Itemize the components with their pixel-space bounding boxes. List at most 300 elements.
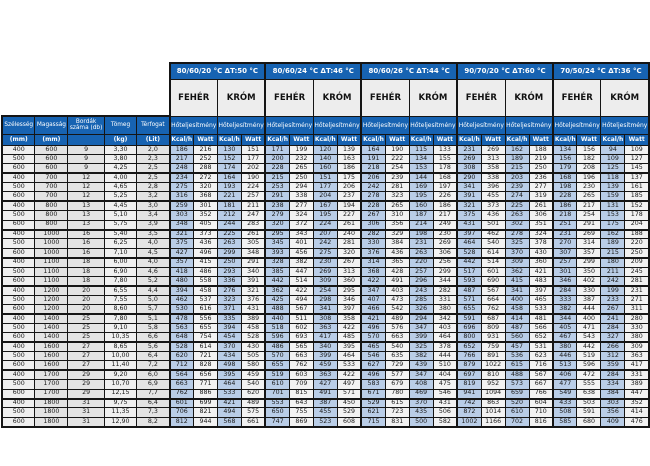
- value-cell: 542: [385, 305, 409, 314]
- dim-cell: 500: [2, 239, 35, 248]
- value-cell: 345: [265, 239, 289, 248]
- value-cell: 281: [385, 183, 409, 192]
- value-cell: 326: [409, 305, 433, 314]
- power-header: Hőteljesítmény: [265, 116, 313, 134]
- value-cell: 652: [457, 342, 481, 351]
- value-cell: 359: [601, 361, 625, 370]
- value-cell: 710: [529, 408, 553, 417]
- value-cell: 699: [193, 399, 217, 408]
- value-cell: 275: [170, 183, 194, 192]
- dim-cell: 10,35: [104, 333, 137, 342]
- value-cell: 696: [457, 323, 481, 332]
- value-cell: 257: [409, 267, 433, 276]
- spec-row: [2, 333, 649, 342]
- value-cell: 442: [265, 276, 289, 285]
- value-cell: 228: [265, 164, 289, 173]
- dim-cell: 25: [68, 314, 104, 323]
- value-cell: 800: [457, 333, 481, 342]
- spec-row: [2, 230, 649, 239]
- finish-header: KRÓM: [505, 79, 553, 116]
- value-cell: 742: [457, 399, 481, 408]
- dim-cell: 3,0: [137, 201, 170, 210]
- value-cell: 215: [265, 173, 289, 182]
- value-cell: 478: [170, 314, 194, 323]
- value-cell: 427: [313, 380, 337, 389]
- value-cell: 341: [457, 183, 481, 192]
- value-cell: 693: [289, 333, 313, 342]
- value-cell: 242: [361, 183, 385, 192]
- value-cell: 250: [289, 173, 313, 182]
- value-cell: 506: [433, 408, 457, 417]
- value-cell: 151: [241, 145, 265, 154]
- value-cell: 464: [337, 352, 361, 361]
- value-cell: 370: [409, 399, 433, 408]
- value-cell: 313: [481, 154, 505, 163]
- value-cell: 295: [337, 286, 361, 295]
- value-cell: 529: [361, 399, 385, 408]
- value-cell: 195: [409, 192, 433, 201]
- value-cell: 604: [529, 399, 553, 408]
- dim-cell: 400: [2, 342, 35, 351]
- value-cell: 301: [193, 201, 217, 210]
- value-cell: 475: [433, 380, 457, 389]
- value-cell: 712: [170, 361, 194, 370]
- value-cell: 163: [337, 154, 361, 163]
- spec-row: [2, 258, 649, 267]
- dim-cell: 600: [2, 417, 35, 426]
- dim-cell: 3,30: [104, 145, 137, 154]
- value-cell: 185: [625, 192, 649, 201]
- value-cell: 610: [265, 380, 289, 389]
- value-cell: 487: [457, 286, 481, 295]
- value-cell: 346: [337, 295, 361, 304]
- value-cell: 250: [529, 164, 553, 173]
- value-cell: 706: [170, 408, 194, 417]
- dim-cell: 6,4: [137, 352, 170, 361]
- value-cell: 755: [289, 408, 313, 417]
- value-unit: Watt: [193, 134, 217, 145]
- value-cell: 496: [361, 370, 385, 379]
- value-cell: 747: [265, 417, 289, 426]
- value-cell: 274: [505, 192, 529, 201]
- value-cell: 188: [529, 145, 553, 154]
- value-cell: 754: [193, 333, 217, 342]
- value-cell: 159: [601, 192, 625, 201]
- value-cell: 380: [433, 305, 457, 314]
- value-cell: 175: [337, 173, 361, 182]
- value-cell: 242: [313, 239, 337, 248]
- value-cell: 517: [457, 267, 481, 276]
- value-cell: 269: [433, 239, 457, 248]
- value-cell: 224: [313, 220, 337, 229]
- value-cell: 218: [553, 211, 577, 220]
- value-cell: 225: [505, 201, 529, 210]
- value-cell: 620: [241, 389, 265, 398]
- dim-cell: 2,0: [137, 145, 170, 154]
- dim-cell: 10,70: [104, 380, 137, 389]
- value-cell: 529: [337, 408, 361, 417]
- value-cell: 175: [601, 220, 625, 229]
- value-cell: 558: [193, 276, 217, 285]
- value-cell: 400: [505, 295, 529, 304]
- dim-cell: 1000: [35, 230, 68, 239]
- value-cell: 652: [529, 333, 553, 342]
- value-cell: 394: [217, 323, 241, 332]
- value-cell: 716: [529, 361, 553, 370]
- value-cell: 218: [361, 164, 385, 173]
- value-cell: 701: [265, 389, 289, 398]
- value-cell: 263: [217, 239, 241, 248]
- dim-cell: 4,5: [137, 248, 170, 257]
- value-cell: 567: [289, 305, 313, 314]
- value-cell: 180: [601, 258, 625, 267]
- value-cell: 500: [409, 417, 433, 426]
- value-cell: 94: [601, 145, 625, 154]
- value-cell: 190: [385, 145, 409, 154]
- dim-cell: 700: [35, 173, 68, 182]
- dim-cell: 1800: [35, 399, 68, 408]
- value-cell: 250: [217, 258, 241, 267]
- value-cell: 187: [409, 211, 433, 220]
- value-cell: 615: [385, 399, 409, 408]
- value-cell: 139: [601, 183, 625, 192]
- value-cell: 440: [265, 314, 289, 323]
- value-cell: 321: [241, 286, 265, 295]
- value-cell: 267: [337, 258, 361, 267]
- value-cell: 488: [505, 370, 529, 379]
- value-cell: 219: [529, 154, 553, 163]
- value-cell: 466: [361, 305, 385, 314]
- value-cell: 314: [361, 258, 385, 267]
- value-cell: 230: [433, 230, 457, 239]
- value-cell: 483: [529, 276, 553, 285]
- value-cell: 360: [337, 276, 361, 285]
- value-cell: 254: [313, 286, 337, 295]
- value-cell: 585: [553, 417, 577, 426]
- value-cell: 277: [529, 183, 553, 192]
- value-cell: 152: [625, 201, 649, 210]
- value-cell: 528: [457, 248, 481, 257]
- value-cell: 414: [505, 314, 529, 323]
- value-cell: 365: [385, 258, 409, 267]
- value-cell: 271: [625, 295, 649, 304]
- value-cell: 239: [505, 183, 529, 192]
- value-cell: 568: [217, 417, 241, 426]
- value-cell: 290: [457, 173, 481, 182]
- dim-cell: 5,75: [104, 220, 137, 229]
- dim-cell: 500: [2, 408, 35, 417]
- spec-row: [2, 239, 649, 248]
- dim-cell: 800: [35, 211, 68, 220]
- value-cell: 465: [529, 295, 553, 304]
- value-cell: 397: [529, 286, 553, 295]
- value-cell: 422: [337, 370, 361, 379]
- value-cell: 352: [193, 211, 217, 220]
- dim-cell: 600: [2, 361, 35, 370]
- value-cell: 465: [361, 342, 385, 351]
- value-cell: 476: [625, 417, 649, 426]
- value-cell: 780: [385, 389, 409, 398]
- dim-cell: 7,7: [137, 389, 170, 398]
- value-cell: 565: [289, 342, 313, 351]
- dim-cell: 20: [68, 305, 104, 314]
- value-cell: 162: [601, 230, 625, 239]
- value-cell: 231: [457, 145, 481, 154]
- dim-cell: 9,75: [104, 399, 137, 408]
- value-cell: 215: [601, 248, 625, 257]
- value-cell: 591: [577, 408, 601, 417]
- value-cell: 343: [289, 230, 313, 239]
- dim-cell: 3,2: [137, 192, 170, 201]
- value-cell: 341: [313, 305, 337, 314]
- value-unit: Kcal/h: [506, 136, 528, 143]
- value-cell: 217: [433, 211, 457, 220]
- value-cell: 370: [505, 248, 529, 257]
- value-cell: 230: [577, 183, 601, 192]
- value-cell: 358: [481, 164, 505, 173]
- value-cell: 250: [625, 248, 649, 257]
- value-cell: 254: [577, 211, 601, 220]
- value-cell: 207: [313, 230, 337, 239]
- dim-unit: (Lit): [137, 134, 170, 145]
- dim-cell: 29: [68, 370, 104, 379]
- dim-cell: 7,3: [137, 408, 170, 417]
- value-cell: 687: [481, 314, 505, 323]
- temp-group-header: 90/70/20 °C ΔT:60 °C: [457, 63, 553, 79]
- finish-header: FEHÉR: [170, 79, 218, 116]
- value-cell: 193: [217, 183, 241, 192]
- value-cell: 352: [625, 399, 649, 408]
- spec-row: [2, 380, 649, 389]
- dim-cell: 400: [2, 258, 35, 267]
- value-cell: 303: [601, 399, 625, 408]
- dim-cell: 13: [68, 220, 104, 229]
- dim-cell: 31: [68, 399, 104, 408]
- power-header: Hőteljesítmény: [553, 116, 601, 134]
- dim-cell: 400: [2, 399, 35, 408]
- value-cell: 494: [217, 408, 241, 417]
- value-cell: 667: [529, 380, 553, 389]
- value-cell: 540: [385, 342, 409, 351]
- value-cell: 513: [553, 361, 577, 370]
- value-cell: 266: [601, 342, 625, 351]
- dim-cell: 20: [68, 286, 104, 295]
- dim-cell: 6,9: [137, 380, 170, 389]
- value-cell: 402: [577, 276, 601, 285]
- value-cell: 227: [337, 211, 361, 220]
- value-cell: 831: [385, 417, 409, 426]
- value-cell: 762: [481, 305, 505, 314]
- spec-row: [2, 164, 649, 173]
- value-cell: 358: [337, 314, 361, 323]
- value-cell: 462: [481, 230, 505, 239]
- spec-row: [2, 192, 649, 201]
- dim-cell: 4,4: [137, 286, 170, 295]
- value-cell: 333: [553, 295, 577, 304]
- power-header: Hőteljesítmény: [313, 116, 361, 134]
- value-cell: 248: [170, 164, 194, 173]
- value-cell: 431: [457, 220, 481, 229]
- value-cell: 638: [577, 389, 601, 398]
- value-cell: 491: [385, 276, 409, 285]
- value-cell: 409: [601, 417, 625, 426]
- value-cell: 459: [241, 370, 265, 379]
- value-cell: 195: [313, 211, 337, 220]
- value-cell: 291: [241, 258, 265, 267]
- value-unit: Watt: [433, 134, 457, 145]
- value-cell: 109: [601, 154, 625, 163]
- value-cell: 387: [577, 295, 601, 304]
- value-cell: 520: [505, 399, 529, 408]
- value-cell: 505: [241, 352, 265, 361]
- dim-cell: 400: [2, 370, 35, 379]
- dim-cell: 4,25: [104, 164, 137, 173]
- value-cell: 382: [553, 305, 577, 314]
- value-cell: 234: [170, 173, 194, 182]
- value-cell: 819: [457, 380, 481, 389]
- value-cell: 564: [170, 370, 194, 379]
- finish-header-row: [2, 79, 649, 116]
- dim-cell: 4,0: [137, 239, 170, 248]
- value-cell: 556: [193, 314, 217, 323]
- value-cell: 206: [337, 183, 361, 192]
- value-cell: 277: [289, 201, 313, 210]
- value-unit: Kcal/h: [554, 136, 576, 143]
- value-cell: 431: [241, 305, 265, 314]
- finish-header: KRÓM: [217, 79, 265, 116]
- value-cell: 389: [241, 314, 265, 323]
- value-cell: 382: [409, 352, 433, 361]
- value-cell: 519: [577, 352, 601, 361]
- value-cell: 357: [170, 258, 194, 267]
- value-cell: 313: [337, 267, 361, 276]
- value-cell: 511: [289, 314, 313, 323]
- value-cell: 450: [337, 399, 361, 408]
- dim-cell: 12: [68, 183, 104, 192]
- dim-cell: 9,20: [104, 370, 137, 379]
- value-cell: 380: [625, 333, 649, 342]
- value-cell: 514: [481, 258, 505, 267]
- value-cell: 567: [529, 370, 553, 379]
- dim-cell: 1400: [35, 333, 68, 342]
- value-cell: 270: [553, 239, 577, 248]
- value-cell: 399: [409, 333, 433, 342]
- value-cell: 715: [361, 417, 385, 426]
- value-cell: 182: [577, 154, 601, 163]
- value-unit: Kcal/h: [314, 136, 336, 143]
- dim-cell: 5,25: [104, 192, 137, 201]
- temp-group-header: 70/50/24 °C ΔT:36 °C: [553, 63, 649, 79]
- value-unit: Watt: [529, 134, 553, 145]
- dim-cell: 1200: [35, 295, 68, 304]
- value-cell: 523: [313, 417, 337, 426]
- dim-cell: 29: [68, 389, 104, 398]
- value-cell: 269: [457, 154, 481, 163]
- value-cell: 340: [313, 342, 337, 351]
- dim-cell: 9: [68, 145, 104, 154]
- value-cell: 341: [505, 286, 529, 295]
- value-cell: 360: [529, 258, 553, 267]
- value-cell: 362: [265, 286, 289, 295]
- value-cell: 655: [193, 323, 217, 332]
- dim-cell: 12: [68, 192, 104, 201]
- value-cell: 601: [481, 267, 505, 276]
- value-cell: 391: [241, 276, 265, 285]
- value-cell: 368: [193, 192, 217, 201]
- dim-cell: 5,8: [137, 323, 170, 332]
- value-cell: 145: [625, 164, 649, 173]
- value-cell: 179: [553, 164, 577, 173]
- value-cell: 615: [505, 361, 529, 370]
- value-cell: 265: [577, 192, 601, 201]
- value-cell: 327: [601, 333, 625, 342]
- spec-row: [2, 361, 649, 370]
- value-cell: 540: [481, 239, 505, 248]
- value-cell: 278: [361, 192, 385, 201]
- value-cell: 762: [170, 389, 194, 398]
- dim-cell: 600: [2, 164, 35, 173]
- value-cell: 447: [289, 267, 313, 276]
- dim-cell: 1400: [35, 314, 68, 323]
- value-cell: 540: [241, 380, 265, 389]
- value-cell: 486: [265, 342, 289, 351]
- value-cell: 284: [601, 370, 625, 379]
- value-cell: 648: [170, 333, 194, 342]
- value-cell: 186: [170, 145, 194, 154]
- dim-unit: [68, 134, 104, 145]
- value-cell: 245: [625, 267, 649, 276]
- value-cell: 350: [577, 267, 601, 276]
- value-cell: 330: [625, 323, 649, 332]
- value-cell: 189: [505, 154, 529, 163]
- finish-header: FEHÉR: [265, 79, 313, 116]
- dim-cell: 25: [68, 333, 104, 342]
- value-cell: 288: [193, 164, 217, 173]
- value-cell: 503: [577, 399, 601, 408]
- value-cell: 403: [433, 323, 457, 332]
- dim-cell: 1600: [35, 342, 68, 351]
- value-cell: 140: [313, 154, 337, 163]
- value-cell: 393: [265, 248, 289, 257]
- dim-cell: 7,10: [104, 248, 137, 257]
- value-cell: 442: [577, 342, 601, 351]
- value-cell: 220: [409, 258, 433, 267]
- value-cell: 283: [241, 220, 265, 229]
- value-cell: 690: [481, 276, 505, 285]
- value-cell: 620: [170, 352, 194, 361]
- dim-cell: 600: [2, 220, 35, 229]
- dim-cell: 500: [2, 352, 35, 361]
- value-cell: 162: [505, 145, 529, 154]
- value-cell: 125: [601, 164, 625, 173]
- value-cell: 444: [577, 305, 601, 314]
- value-cell: 191: [361, 154, 385, 163]
- spec-row: [2, 220, 649, 229]
- value-cell: 455: [481, 192, 505, 201]
- dim-cell: 1100: [35, 276, 68, 285]
- value-cell: 214: [409, 220, 433, 229]
- value-cell: 261: [337, 220, 361, 229]
- value-cell: 197: [433, 183, 457, 192]
- dim-header: Magasság: [35, 116, 68, 134]
- dim-cell: 1800: [35, 408, 68, 417]
- dim-cell: 800: [35, 201, 68, 210]
- value-cell: 280: [625, 314, 649, 323]
- value-cell: 325: [505, 239, 529, 248]
- value-cell: 663: [170, 380, 194, 389]
- dim-cell: 600: [2, 333, 35, 342]
- value-cell: 387: [313, 399, 337, 408]
